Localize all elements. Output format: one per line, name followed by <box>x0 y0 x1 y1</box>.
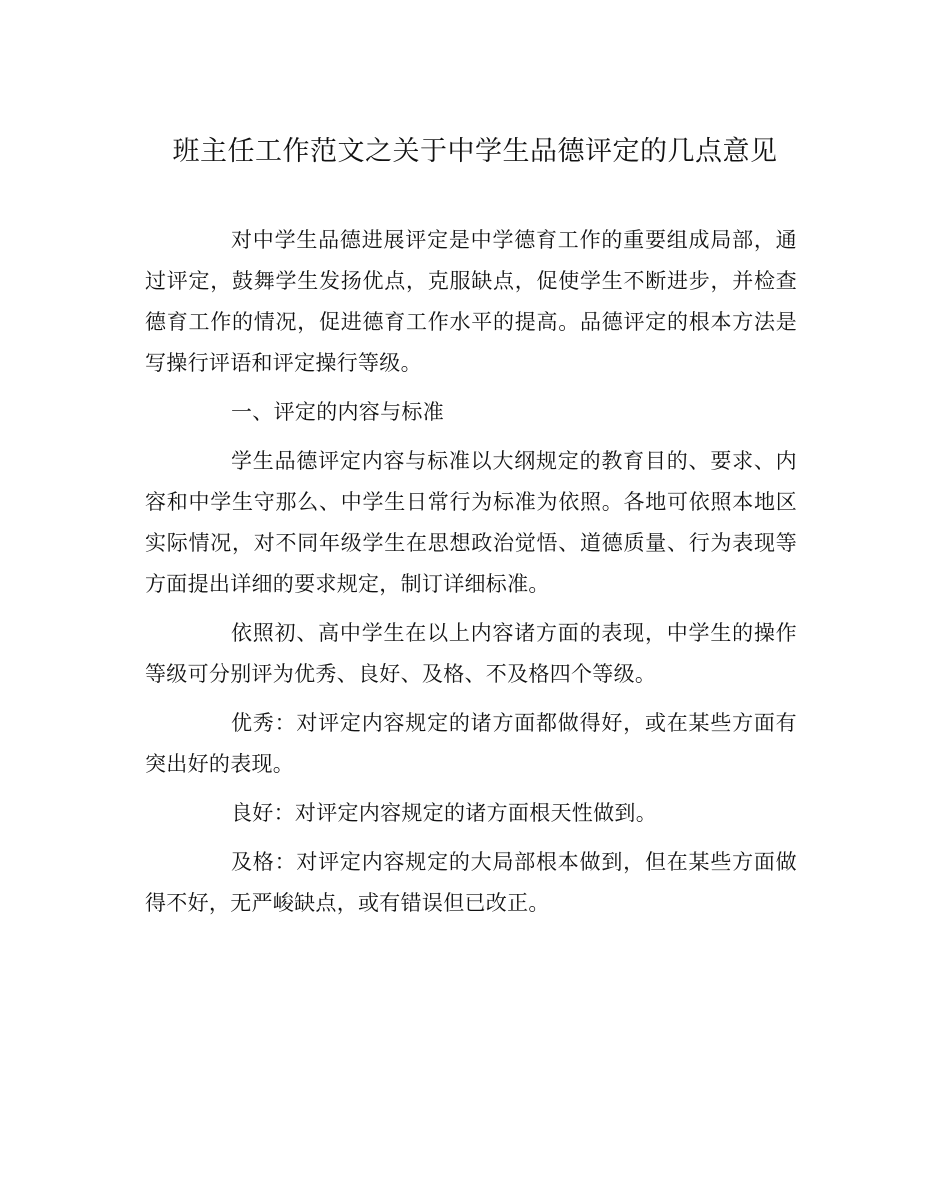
document-title: 班主任工作范文之关于中学生品德评定的几点意见 <box>172 136 778 167</box>
paragraph-grade-levels: 依照初、高中学生在以上内容诸方面的表现，中学生的操作等级可分别评为优秀、良好、及格、不及格四个等级。 <box>145 621 797 686</box>
document-body <box>145 220 797 924</box>
paragraph-intro: 对中学生品德进展评定是中学德育工作的重要组成局部，通过评定，鼓舞学生发扬优点，克服缺点，促使学生不断进步，并检查德育工作的情况，促进德育工作水平的提高。品德评定的根本方法是写操行评语和评定操行等级。 <box>145 228 797 375</box>
section-heading-content-standards: 一、评定的内容与标准 <box>231 400 444 424</box>
paragraph-content-standards: 学生品德评定内容与标准以大纲规定的教育目的、要求、内容和中学生守那么、中学生日常行为标准为依照。各地可依照本地区实际情况，对不同年级学生在思想政治觉悟、道德质量、行为表现等方面提出详细的要求规定，制订详细标准。 <box>145 449 797 596</box>
paragraph-grade-good: 良好：对评定内容规定的诸方面根天性做到。 <box>231 801 657 825</box>
paragraph-grade-excellent: 优秀：对评定内容规定的诸方面都做得好，或在某些方面有突出好的表现。 <box>145 711 797 776</box>
paragraph-grade-pass: 及格：对评定内容规定的大局部根本做到，但在某些方面做得不好，无严峻缺点，或有错误但已改正。 <box>145 850 797 915</box>
